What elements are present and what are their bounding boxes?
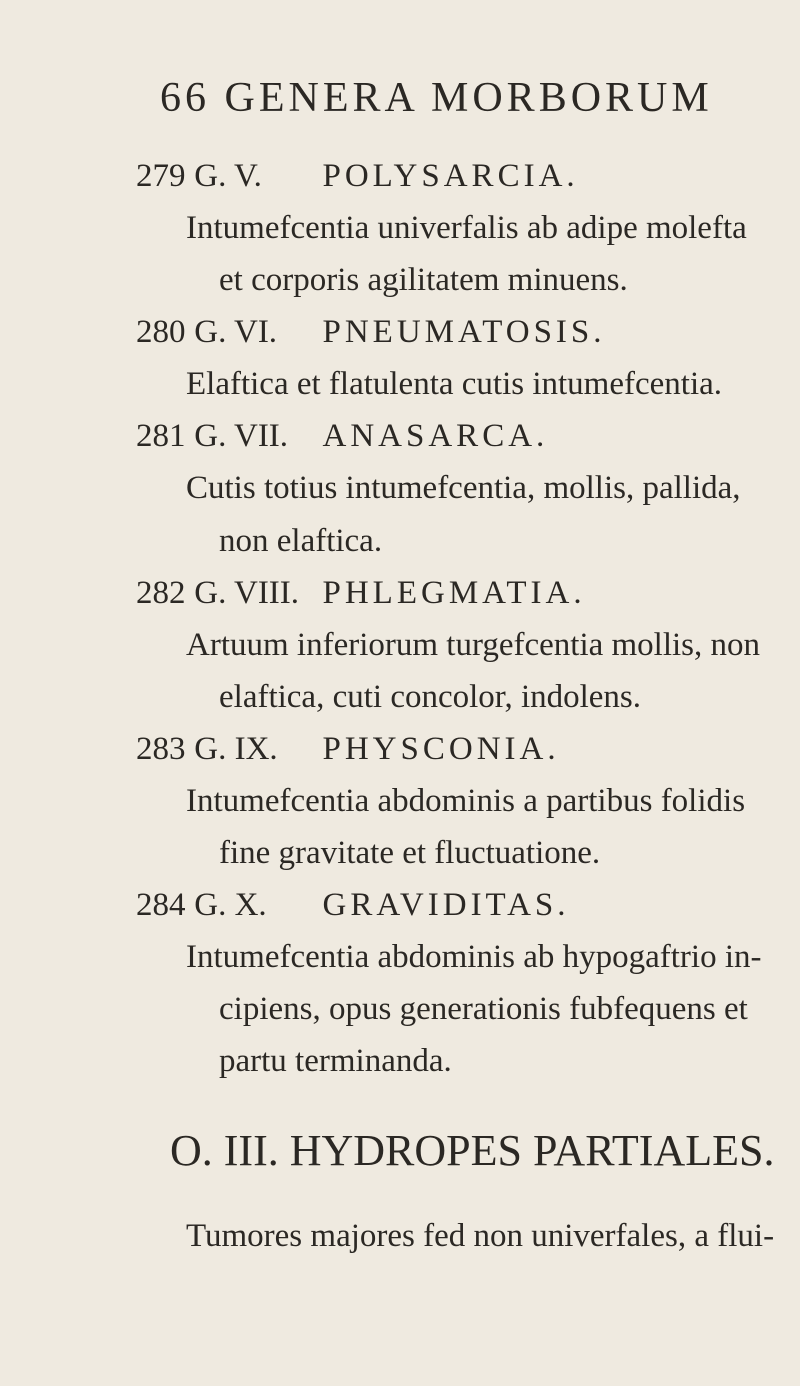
entry-number: 282 xyxy=(136,575,186,611)
entry-genus: G. VII. xyxy=(194,418,289,454)
entry-284-line-2: cipiens, opus generationis fubfequens et xyxy=(219,991,748,1027)
entry-number: 279 xyxy=(136,158,186,194)
page-header: 66 GENERA MORBORUM xyxy=(160,75,713,121)
entry-283-line-2: fine gravitate et fluctuatione. xyxy=(219,835,601,871)
entry-name: GRAVIDITAS. xyxy=(322,887,570,923)
entry-284-line-3: partu terminanda. xyxy=(219,1043,452,1079)
entry-282-line-1: Artuum inferiorum turgefcentia mollis, non xyxy=(186,627,761,663)
entry-280-line-1: Elaftica et flatulenta cutis intumefcentia. xyxy=(186,366,723,402)
order-title: O. III. HYDROPES PARTIALES. xyxy=(170,1126,775,1175)
entry-name: ANASARCA. xyxy=(322,418,549,454)
entry-genus: G. VIII. xyxy=(194,575,300,611)
entry-279-line-1: Intumefcentia univerfalis ab adipe molefta xyxy=(186,210,747,246)
entry-283-line-1: Intumefcentia abdominis a partibus folidis xyxy=(186,783,746,819)
entry-282-heading xyxy=(136,575,586,612)
entry-281-line-1: Cutis totius intumefcentia, mollis, pallida, xyxy=(186,470,741,506)
final-line: Tumores majores fed non univerfales, a flui- xyxy=(186,1218,775,1254)
entry-name: POLYSARCIA. xyxy=(322,158,579,194)
entry-284-line-1: Intumefcentia abdominis ab hypogaftrio in- xyxy=(186,939,762,975)
entry-genus: G. IX. xyxy=(194,731,278,767)
entry-279-line-2: et corporis agilitatem minuens. xyxy=(219,262,628,298)
entry-281-line-2: non elaftica. xyxy=(219,523,383,559)
entry-279-heading xyxy=(136,158,579,195)
entry-name: PNEUMATOSIS. xyxy=(322,314,606,350)
entry-name: PHLEGMATIA. xyxy=(322,575,586,611)
entry-283-heading xyxy=(136,731,560,768)
entry-282-line-2: elaftica, cuti concolor, indolens. xyxy=(219,679,642,715)
entry-number: 281 xyxy=(136,418,186,454)
entry-genus: G. V. xyxy=(194,158,262,194)
entry-number: 284 xyxy=(136,887,186,923)
entry-284-heading xyxy=(136,887,570,924)
entry-280-heading xyxy=(136,314,606,351)
entry-genus: G. X. xyxy=(194,887,267,923)
entry-281-heading xyxy=(136,418,548,455)
entry-number: 280 xyxy=(136,314,186,350)
entry-name: PHYSCONIA. xyxy=(322,731,560,767)
entry-genus: G. VI. xyxy=(194,314,278,350)
entry-number: 283 xyxy=(136,731,186,767)
